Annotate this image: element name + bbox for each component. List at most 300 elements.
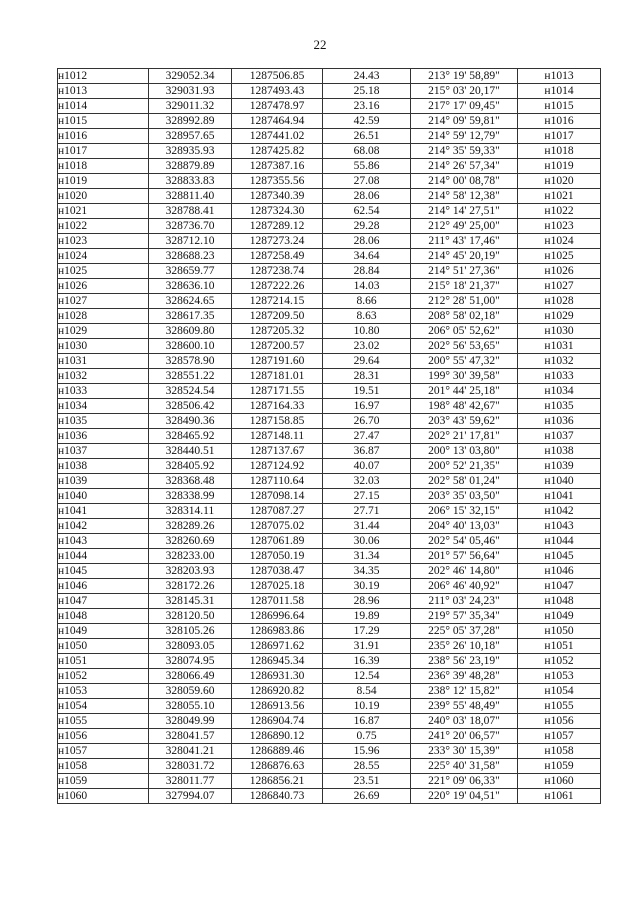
next-point-cell: н1027 — [518, 279, 601, 294]
distance-cell: 27.47 — [323, 429, 411, 444]
table-row — [58, 639, 601, 654]
next-point-cell: н1042 — [518, 504, 601, 519]
table-row — [58, 594, 601, 609]
y-coordinate-cell: 1287171.55 — [232, 384, 323, 399]
bearing-cell: 219° 57' 35,34" — [411, 609, 518, 624]
x-coordinate-cell: 328031.72 — [149, 759, 232, 774]
next-point-cell: н1026 — [518, 264, 601, 279]
distance-cell: 23.16 — [323, 99, 411, 114]
next-point-cell: н1034 — [518, 384, 601, 399]
table-row — [58, 129, 601, 144]
x-coordinate-cell: 328405.92 — [149, 459, 232, 474]
next-point-cell: н1016 — [518, 114, 601, 129]
x-coordinate-cell: 328093.05 — [149, 639, 232, 654]
y-coordinate-cell: 1286904.74 — [232, 714, 323, 729]
next-point-cell: н1045 — [518, 549, 601, 564]
y-coordinate-cell: 1287025.18 — [232, 579, 323, 594]
distance-cell: 8.63 — [323, 309, 411, 324]
point-cell: н1037 — [58, 444, 149, 459]
next-point-cell: н1015 — [518, 99, 601, 114]
x-coordinate-cell: 328041.21 — [149, 744, 232, 759]
next-point-cell: н1058 — [518, 744, 601, 759]
table-row — [58, 459, 601, 474]
y-coordinate-cell: 1287158.85 — [232, 414, 323, 429]
y-coordinate-cell: 1287355.56 — [232, 174, 323, 189]
point-cell: н1021 — [58, 204, 149, 219]
distance-cell: 28.55 — [323, 759, 411, 774]
table-row — [58, 114, 601, 129]
distance-cell: 31.44 — [323, 519, 411, 534]
x-coordinate-cell: 328011.77 — [149, 774, 232, 789]
x-coordinate-cell: 328368.48 — [149, 474, 232, 489]
bearing-cell: 220° 19' 04,51" — [411, 789, 518, 804]
point-cell: н1055 — [58, 714, 149, 729]
next-point-cell: н1039 — [518, 459, 601, 474]
x-coordinate-cell: 328551.22 — [149, 369, 232, 384]
x-coordinate-cell: 328788.41 — [149, 204, 232, 219]
x-coordinate-cell: 328465.92 — [149, 429, 232, 444]
bearing-cell: 202° 58' 01,24" — [411, 474, 518, 489]
x-coordinate-cell: 328260.69 — [149, 534, 232, 549]
bearing-cell: 213° 19' 58,89" — [411, 69, 518, 84]
distance-cell: 31.34 — [323, 549, 411, 564]
point-cell: н1044 — [58, 549, 149, 564]
distance-cell: 10.19 — [323, 699, 411, 714]
table-row — [58, 714, 601, 729]
y-coordinate-cell: 1287324.30 — [232, 204, 323, 219]
next-point-cell: н1054 — [518, 684, 601, 699]
y-coordinate-cell: 1286931.30 — [232, 669, 323, 684]
x-coordinate-cell: 328440.51 — [149, 444, 232, 459]
point-cell: н1027 — [58, 294, 149, 309]
distance-cell: 25.18 — [323, 84, 411, 99]
x-coordinate-cell: 328935.93 — [149, 144, 232, 159]
distance-cell: 10.80 — [323, 324, 411, 339]
table-row — [58, 384, 601, 399]
y-coordinate-cell: 1287493.43 — [232, 84, 323, 99]
y-coordinate-cell: 1287075.02 — [232, 519, 323, 534]
bearing-cell: 206° 15' 32,15" — [411, 504, 518, 519]
table-row — [58, 159, 601, 174]
next-point-cell: н1014 — [518, 84, 601, 99]
distance-cell: 26.69 — [323, 789, 411, 804]
point-cell: н1059 — [58, 774, 149, 789]
x-coordinate-cell: 328992.89 — [149, 114, 232, 129]
bearing-cell: 214° 45' 20,19" — [411, 249, 518, 264]
y-coordinate-cell: 1286889.46 — [232, 744, 323, 759]
bearing-cell: 241° 20' 06,57" — [411, 729, 518, 744]
y-coordinate-cell: 1287387.16 — [232, 159, 323, 174]
next-point-cell: н1060 — [518, 774, 601, 789]
bearing-cell: 214° 00' 08,78" — [411, 174, 518, 189]
bearing-cell: 206° 05' 52,62" — [411, 324, 518, 339]
x-coordinate-cell: 328105.26 — [149, 624, 232, 639]
x-coordinate-cell: 328490.36 — [149, 414, 232, 429]
table-row — [58, 99, 601, 114]
point-cell: н1028 — [58, 309, 149, 324]
table-row — [58, 369, 601, 384]
table-row — [58, 294, 601, 309]
y-coordinate-cell: 1287038.47 — [232, 564, 323, 579]
distance-cell: 29.64 — [323, 354, 411, 369]
distance-cell: 62.54 — [323, 204, 411, 219]
x-coordinate-cell: 328624.65 — [149, 294, 232, 309]
table-row — [58, 504, 601, 519]
table-row — [58, 684, 601, 699]
bearing-cell: 221° 09' 06,33" — [411, 774, 518, 789]
y-coordinate-cell: 1287050.19 — [232, 549, 323, 564]
point-cell: н1030 — [58, 339, 149, 354]
distance-cell: 0.75 — [323, 729, 411, 744]
y-coordinate-cell: 1286996.64 — [232, 609, 323, 624]
point-cell: н1051 — [58, 654, 149, 669]
distance-cell: 24.43 — [323, 69, 411, 84]
next-point-cell: н1037 — [518, 429, 601, 444]
x-coordinate-cell: 328578.90 — [149, 354, 232, 369]
table-row — [58, 204, 601, 219]
distance-cell: 15.96 — [323, 744, 411, 759]
next-point-cell: н1046 — [518, 564, 601, 579]
next-point-cell: н1036 — [518, 414, 601, 429]
x-coordinate-cell: 328736.70 — [149, 219, 232, 234]
table-row — [58, 84, 601, 99]
bearing-cell: 215° 18' 21,37" — [411, 279, 518, 294]
bearing-cell: 238° 56' 23,19" — [411, 654, 518, 669]
x-coordinate-cell: 329031.93 — [149, 84, 232, 99]
distance-cell: 8.54 — [323, 684, 411, 699]
table-row — [58, 624, 601, 639]
table-row — [58, 249, 601, 264]
y-coordinate-cell: 1287464.94 — [232, 114, 323, 129]
table-row — [58, 69, 601, 84]
x-coordinate-cell: 328066.49 — [149, 669, 232, 684]
next-point-cell: н1013 — [518, 69, 601, 84]
y-coordinate-cell: 1287506.85 — [232, 69, 323, 84]
next-point-cell: н1053 — [518, 669, 601, 684]
point-cell: н1056 — [58, 729, 149, 744]
bearing-cell: 214° 35' 59,33" — [411, 144, 518, 159]
bearing-cell: 203° 35' 03,50" — [411, 489, 518, 504]
table-row — [58, 399, 601, 414]
distance-cell: 26.70 — [323, 414, 411, 429]
bearing-cell: 212° 49' 25,00" — [411, 219, 518, 234]
point-cell: н1036 — [58, 429, 149, 444]
next-point-cell: н1048 — [518, 594, 601, 609]
distance-cell: 16.39 — [323, 654, 411, 669]
distance-cell: 68.08 — [323, 144, 411, 159]
y-coordinate-cell: 1287137.67 — [232, 444, 323, 459]
table-row — [58, 579, 601, 594]
distance-cell: 30.19 — [323, 579, 411, 594]
bearing-cell: 201° 57' 56,64" — [411, 549, 518, 564]
x-coordinate-cell: 328811.40 — [149, 189, 232, 204]
x-coordinate-cell: 328600.10 — [149, 339, 232, 354]
x-coordinate-cell: 328074.95 — [149, 654, 232, 669]
y-coordinate-cell: 1287191.60 — [232, 354, 323, 369]
y-coordinate-cell: 1287110.64 — [232, 474, 323, 489]
y-coordinate-cell: 1287205.32 — [232, 324, 323, 339]
bearing-cell: 233° 30' 15,39" — [411, 744, 518, 759]
bearing-cell: 204° 40' 13,03" — [411, 519, 518, 534]
x-coordinate-cell: 328059.60 — [149, 684, 232, 699]
bearing-cell: 202° 54' 05,46" — [411, 534, 518, 549]
table-row — [58, 219, 601, 234]
y-coordinate-cell: 1286876.63 — [232, 759, 323, 774]
y-coordinate-cell: 1287200.57 — [232, 339, 323, 354]
point-cell: н1039 — [58, 474, 149, 489]
y-coordinate-cell: 1286913.56 — [232, 699, 323, 714]
y-coordinate-cell: 1286840.73 — [232, 789, 323, 804]
next-point-cell: н1030 — [518, 324, 601, 339]
bearing-cell: 217° 17' 09,45" — [411, 99, 518, 114]
bearing-cell: 214° 14' 27,51" — [411, 204, 518, 219]
bearing-cell: 200° 52' 21,35" — [411, 459, 518, 474]
x-coordinate-cell: 328957.65 — [149, 129, 232, 144]
table-row — [58, 729, 601, 744]
y-coordinate-cell: 1287425.82 — [232, 144, 323, 159]
table-row — [58, 354, 601, 369]
y-coordinate-cell: 1287209.50 — [232, 309, 323, 324]
y-coordinate-cell: 1286920.82 — [232, 684, 323, 699]
x-coordinate-cell: 328506.42 — [149, 399, 232, 414]
distance-cell: 36.87 — [323, 444, 411, 459]
distance-cell: 34.35 — [323, 564, 411, 579]
next-point-cell: н1055 — [518, 699, 601, 714]
distance-cell: 17.29 — [323, 624, 411, 639]
bearing-cell: 239° 55' 48,49" — [411, 699, 518, 714]
table-row — [58, 279, 601, 294]
point-cell: н1024 — [58, 249, 149, 264]
distance-cell: 28.06 — [323, 189, 411, 204]
x-coordinate-cell: 328712.10 — [149, 234, 232, 249]
next-point-cell: н1024 — [518, 234, 601, 249]
next-point-cell: н1023 — [518, 219, 601, 234]
point-cell: н1043 — [58, 534, 149, 549]
next-point-cell: н1031 — [518, 339, 601, 354]
next-point-cell: н1032 — [518, 354, 601, 369]
distance-cell: 28.84 — [323, 264, 411, 279]
x-coordinate-cell: 328055.10 — [149, 699, 232, 714]
table-row — [58, 744, 601, 759]
next-point-cell: н1047 — [518, 579, 601, 594]
table-row — [58, 339, 601, 354]
next-point-cell: н1022 — [518, 204, 601, 219]
distance-cell: 28.31 — [323, 369, 411, 384]
table-row — [58, 549, 601, 564]
x-coordinate-cell: 328203.93 — [149, 564, 232, 579]
distance-cell: 27.15 — [323, 489, 411, 504]
x-coordinate-cell: 328524.54 — [149, 384, 232, 399]
bearing-cell: 200° 13' 03,80" — [411, 444, 518, 459]
point-cell: н1047 — [58, 594, 149, 609]
bearing-cell: 236° 39' 48,28" — [411, 669, 518, 684]
next-point-cell: н1051 — [518, 639, 601, 654]
x-coordinate-cell: 328609.80 — [149, 324, 232, 339]
next-point-cell: н1041 — [518, 489, 601, 504]
table-row — [58, 669, 601, 684]
point-cell: н1046 — [58, 579, 149, 594]
y-coordinate-cell: 1287273.24 — [232, 234, 323, 249]
x-coordinate-cell: 328636.10 — [149, 279, 232, 294]
table-row — [58, 759, 601, 774]
next-point-cell: н1043 — [518, 519, 601, 534]
distance-cell: 42.59 — [323, 114, 411, 129]
distance-cell: 32.03 — [323, 474, 411, 489]
next-point-cell: н1020 — [518, 174, 601, 189]
table-row — [58, 474, 601, 489]
point-cell: н1041 — [58, 504, 149, 519]
next-point-cell: н1056 — [518, 714, 601, 729]
y-coordinate-cell: 1287087.27 — [232, 504, 323, 519]
y-coordinate-cell: 1286983.86 — [232, 624, 323, 639]
next-point-cell: н1017 — [518, 129, 601, 144]
table-row — [58, 309, 601, 324]
distance-cell: 16.87 — [323, 714, 411, 729]
y-coordinate-cell: 1287441.02 — [232, 129, 323, 144]
point-cell: н1050 — [58, 639, 149, 654]
point-cell: н1057 — [58, 744, 149, 759]
point-cell: н1026 — [58, 279, 149, 294]
table-row — [58, 174, 601, 189]
table-row — [58, 609, 601, 624]
coordinates-table — [57, 68, 601, 804]
distance-cell: 40.07 — [323, 459, 411, 474]
distance-cell: 34.64 — [323, 249, 411, 264]
bearing-cell: 202° 56' 53,65" — [411, 339, 518, 354]
point-cell: н1054 — [58, 699, 149, 714]
distance-cell: 30.06 — [323, 534, 411, 549]
bearing-cell: 202° 21' 17,81" — [411, 429, 518, 444]
bearing-cell: 214° 58' 12,38" — [411, 189, 518, 204]
distance-cell: 19.51 — [323, 384, 411, 399]
bearing-cell: 198° 48' 42,67" — [411, 399, 518, 414]
y-coordinate-cell: 1287098.14 — [232, 489, 323, 504]
bearing-cell: 240° 03' 18,07" — [411, 714, 518, 729]
bearing-cell: 214° 51' 27,36" — [411, 264, 518, 279]
table-row — [58, 414, 601, 429]
y-coordinate-cell: 1287214.15 — [232, 294, 323, 309]
point-cell: н1015 — [58, 114, 149, 129]
next-point-cell: н1033 — [518, 369, 601, 384]
y-coordinate-cell: 1287238.74 — [232, 264, 323, 279]
next-point-cell: н1035 — [518, 399, 601, 414]
bearing-cell: 211° 03' 24,23" — [411, 594, 518, 609]
next-point-cell: н1018 — [518, 144, 601, 159]
next-point-cell: н1038 — [518, 444, 601, 459]
point-cell: н1035 — [58, 414, 149, 429]
bearing-cell: 214° 26' 57,34" — [411, 159, 518, 174]
x-coordinate-cell: 328172.26 — [149, 579, 232, 594]
point-cell: н1052 — [58, 669, 149, 684]
point-cell: н1058 — [58, 759, 149, 774]
distance-cell: 55.86 — [323, 159, 411, 174]
next-point-cell: н1057 — [518, 729, 601, 744]
point-cell: н1029 — [58, 324, 149, 339]
x-coordinate-cell: 328617.35 — [149, 309, 232, 324]
table-row — [58, 444, 601, 459]
bearing-cell: 206° 46' 40,92" — [411, 579, 518, 594]
y-coordinate-cell: 1286856.21 — [232, 774, 323, 789]
distance-cell: 26.51 — [323, 129, 411, 144]
table-row — [58, 264, 601, 279]
point-cell: н1038 — [58, 459, 149, 474]
bearing-cell: 214° 59' 12,79" — [411, 129, 518, 144]
point-cell: н1025 — [58, 264, 149, 279]
coordinates-table-body — [58, 69, 601, 804]
bearing-cell: 202° 46' 14,80" — [411, 564, 518, 579]
next-point-cell: н1050 — [518, 624, 601, 639]
y-coordinate-cell: 1287124.92 — [232, 459, 323, 474]
distance-cell: 12.54 — [323, 669, 411, 684]
y-coordinate-cell: 1287289.12 — [232, 219, 323, 234]
distance-cell: 31.91 — [323, 639, 411, 654]
y-coordinate-cell: 1286945.34 — [232, 654, 323, 669]
table-row — [58, 324, 601, 339]
distance-cell: 23.02 — [323, 339, 411, 354]
page-number: 22 — [313, 37, 327, 52]
y-coordinate-cell: 1287340.39 — [232, 189, 323, 204]
point-cell: н1022 — [58, 219, 149, 234]
y-coordinate-cell: 1287258.49 — [232, 249, 323, 264]
x-coordinate-cell: 328338.99 — [149, 489, 232, 504]
table-row — [58, 774, 601, 789]
y-coordinate-cell: 1287222.26 — [232, 279, 323, 294]
table-row — [58, 429, 601, 444]
point-cell: н1031 — [58, 354, 149, 369]
point-cell: н1045 — [58, 564, 149, 579]
point-cell: н1016 — [58, 129, 149, 144]
point-cell: н1017 — [58, 144, 149, 159]
point-cell: н1019 — [58, 174, 149, 189]
point-cell: н1012 — [58, 69, 149, 84]
point-cell: н1018 — [58, 159, 149, 174]
bearing-cell: 203° 43' 59,62" — [411, 414, 518, 429]
bearing-cell: 208° 58' 02,18" — [411, 309, 518, 324]
table-row — [58, 654, 601, 669]
y-coordinate-cell: 1287011.58 — [232, 594, 323, 609]
x-coordinate-cell: 329052.34 — [149, 69, 232, 84]
point-cell: н1053 — [58, 684, 149, 699]
bearing-cell: 200° 55' 47,32" — [411, 354, 518, 369]
x-coordinate-cell: 328659.77 — [149, 264, 232, 279]
next-point-cell: н1019 — [518, 159, 601, 174]
next-point-cell: н1028 — [518, 294, 601, 309]
distance-cell: 28.96 — [323, 594, 411, 609]
x-coordinate-cell: 328833.83 — [149, 174, 232, 189]
x-coordinate-cell: 328041.57 — [149, 729, 232, 744]
y-coordinate-cell: 1286971.62 — [232, 639, 323, 654]
point-cell: н1023 — [58, 234, 149, 249]
next-point-cell: н1059 — [518, 759, 601, 774]
bearing-cell: 214° 09' 59,81" — [411, 114, 518, 129]
point-cell: н1060 — [58, 789, 149, 804]
distance-cell: 29.28 — [323, 219, 411, 234]
table-row — [58, 489, 601, 504]
bearing-cell: 212° 28' 51,00" — [411, 294, 518, 309]
x-coordinate-cell: 328233.00 — [149, 549, 232, 564]
x-coordinate-cell: 328145.31 — [149, 594, 232, 609]
next-point-cell: н1021 — [518, 189, 601, 204]
x-coordinate-cell: 328120.50 — [149, 609, 232, 624]
distance-cell: 8.66 — [323, 294, 411, 309]
distance-cell: 27.08 — [323, 174, 411, 189]
distance-cell: 19.89 — [323, 609, 411, 624]
point-cell: н1032 — [58, 369, 149, 384]
table-row — [58, 789, 601, 804]
table-row — [58, 699, 601, 714]
next-point-cell: н1025 — [518, 249, 601, 264]
distance-cell: 28.06 — [323, 234, 411, 249]
